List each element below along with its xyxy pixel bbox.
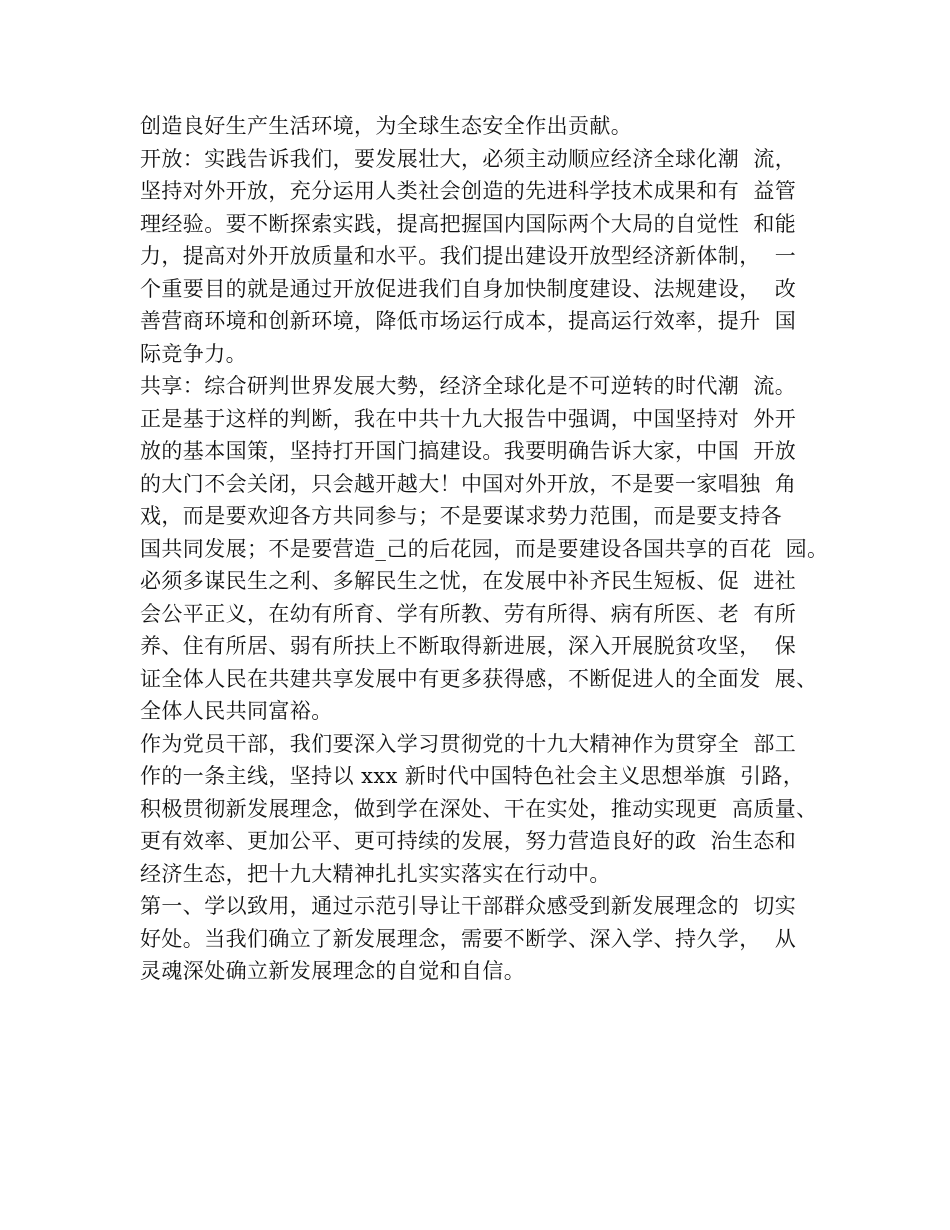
text-line: 力，提高对外开放质量和水平。我们提出建设开放型经济新体制， 一 bbox=[140, 244, 797, 268]
text-line: 善营商环境和创新环境，降低市场运行成本，提高运行效率，提升 国 bbox=[140, 309, 797, 333]
text-line: 戏，而是要欢迎各方共同参与；不是要谋求势力范围，而是要支持各 bbox=[140, 504, 782, 528]
text-line: 国共同发展；不是要营造_己的后花园，而是要建设各国共享的百花 园。 bbox=[140, 536, 829, 561]
text-line: 全体人民共同富裕。 bbox=[140, 699, 333, 723]
text-line: 的大门不会关闭，只会越开越大！中国对外开放，不是要一家唱独 角 bbox=[140, 471, 797, 496]
text-line: 创造良好生产生活环境，为全球生态安全作出贡献。 bbox=[140, 114, 633, 138]
text-line: 作的一条主线，坚持以 xxx 新时代中国特色社会主义思想举旗 引路， bbox=[140, 764, 805, 788]
text-line: 理经验。要不断探索实践，提高把握国内国际两个大局的自觉性 和能 bbox=[140, 211, 797, 236]
text-line: 积极贯彻新发展理念，做到学在深处、干在实处，推动实现更 高质量、 bbox=[140, 796, 818, 821]
body-text bbox=[140, 110, 840, 988]
text-line: 作为党员干部，我们要深入学习贯彻党的十九大精神作为贯穿全 部工 bbox=[140, 731, 797, 756]
text-line: 经济生态，把十九大精神扎扎实实落实在行动中。 bbox=[140, 861, 611, 886]
text-line: 必须多谋民生之利、多解民生之忧，在发展中补齐民生短板、促 进社 bbox=[140, 569, 797, 593]
text-line: 第一、学以致用，通过示范引导让干部群众感受到新发展理念的 切实 bbox=[140, 894, 797, 918]
text-line: 证全体人民在共建共享发展中有更多获得感，不断促进人的全面发 展、 bbox=[140, 666, 818, 691]
text-line: 灵魂深处确立新发展理念的自觉和自信。 bbox=[140, 959, 526, 983]
text-line: 开放：实践告诉我们，要发展壮大，必须主动顺应经济全球化潮 流， bbox=[140, 146, 797, 171]
text-line: 放的基本国策，坚持打开国门搞建设。我要明确告诉大家，中国 开放 bbox=[140, 439, 797, 463]
text-line: 个重要目的就是通过开放促进我们自身加快制度建设、法规建设， 改 bbox=[140, 276, 797, 301]
text-line: 共享：综合研判世界发展大勢，经济全球化是不可逆转的时代潮 流。 bbox=[140, 374, 797, 398]
text-line: 更有效率、更加公平、更可持续的发展，努力营造良好的政 治生态和 bbox=[140, 829, 797, 853]
text-line: 坚持对外开放，充分运用人类社会创造的先进科学技术成果和有 益管 bbox=[140, 179, 797, 203]
text-line: 养、住有所居、弱有所扶上不断取得新进展，深入开展脱贫攻坚， 保 bbox=[140, 634, 797, 658]
text-line: 好处。当我们确立了新发展理念，需要不断学、深入学、持久学， 从 bbox=[140, 926, 797, 951]
text-line: 际竞争力。 bbox=[140, 341, 247, 366]
text-line: 正是基于这样的判断，我在中共十九大报告中强调，中国坚持对 外开 bbox=[140, 406, 797, 431]
text-line: 会公平正义，在幼有所育、学有所教、劳有所得、病有所医、老 有所 bbox=[140, 601, 797, 626]
